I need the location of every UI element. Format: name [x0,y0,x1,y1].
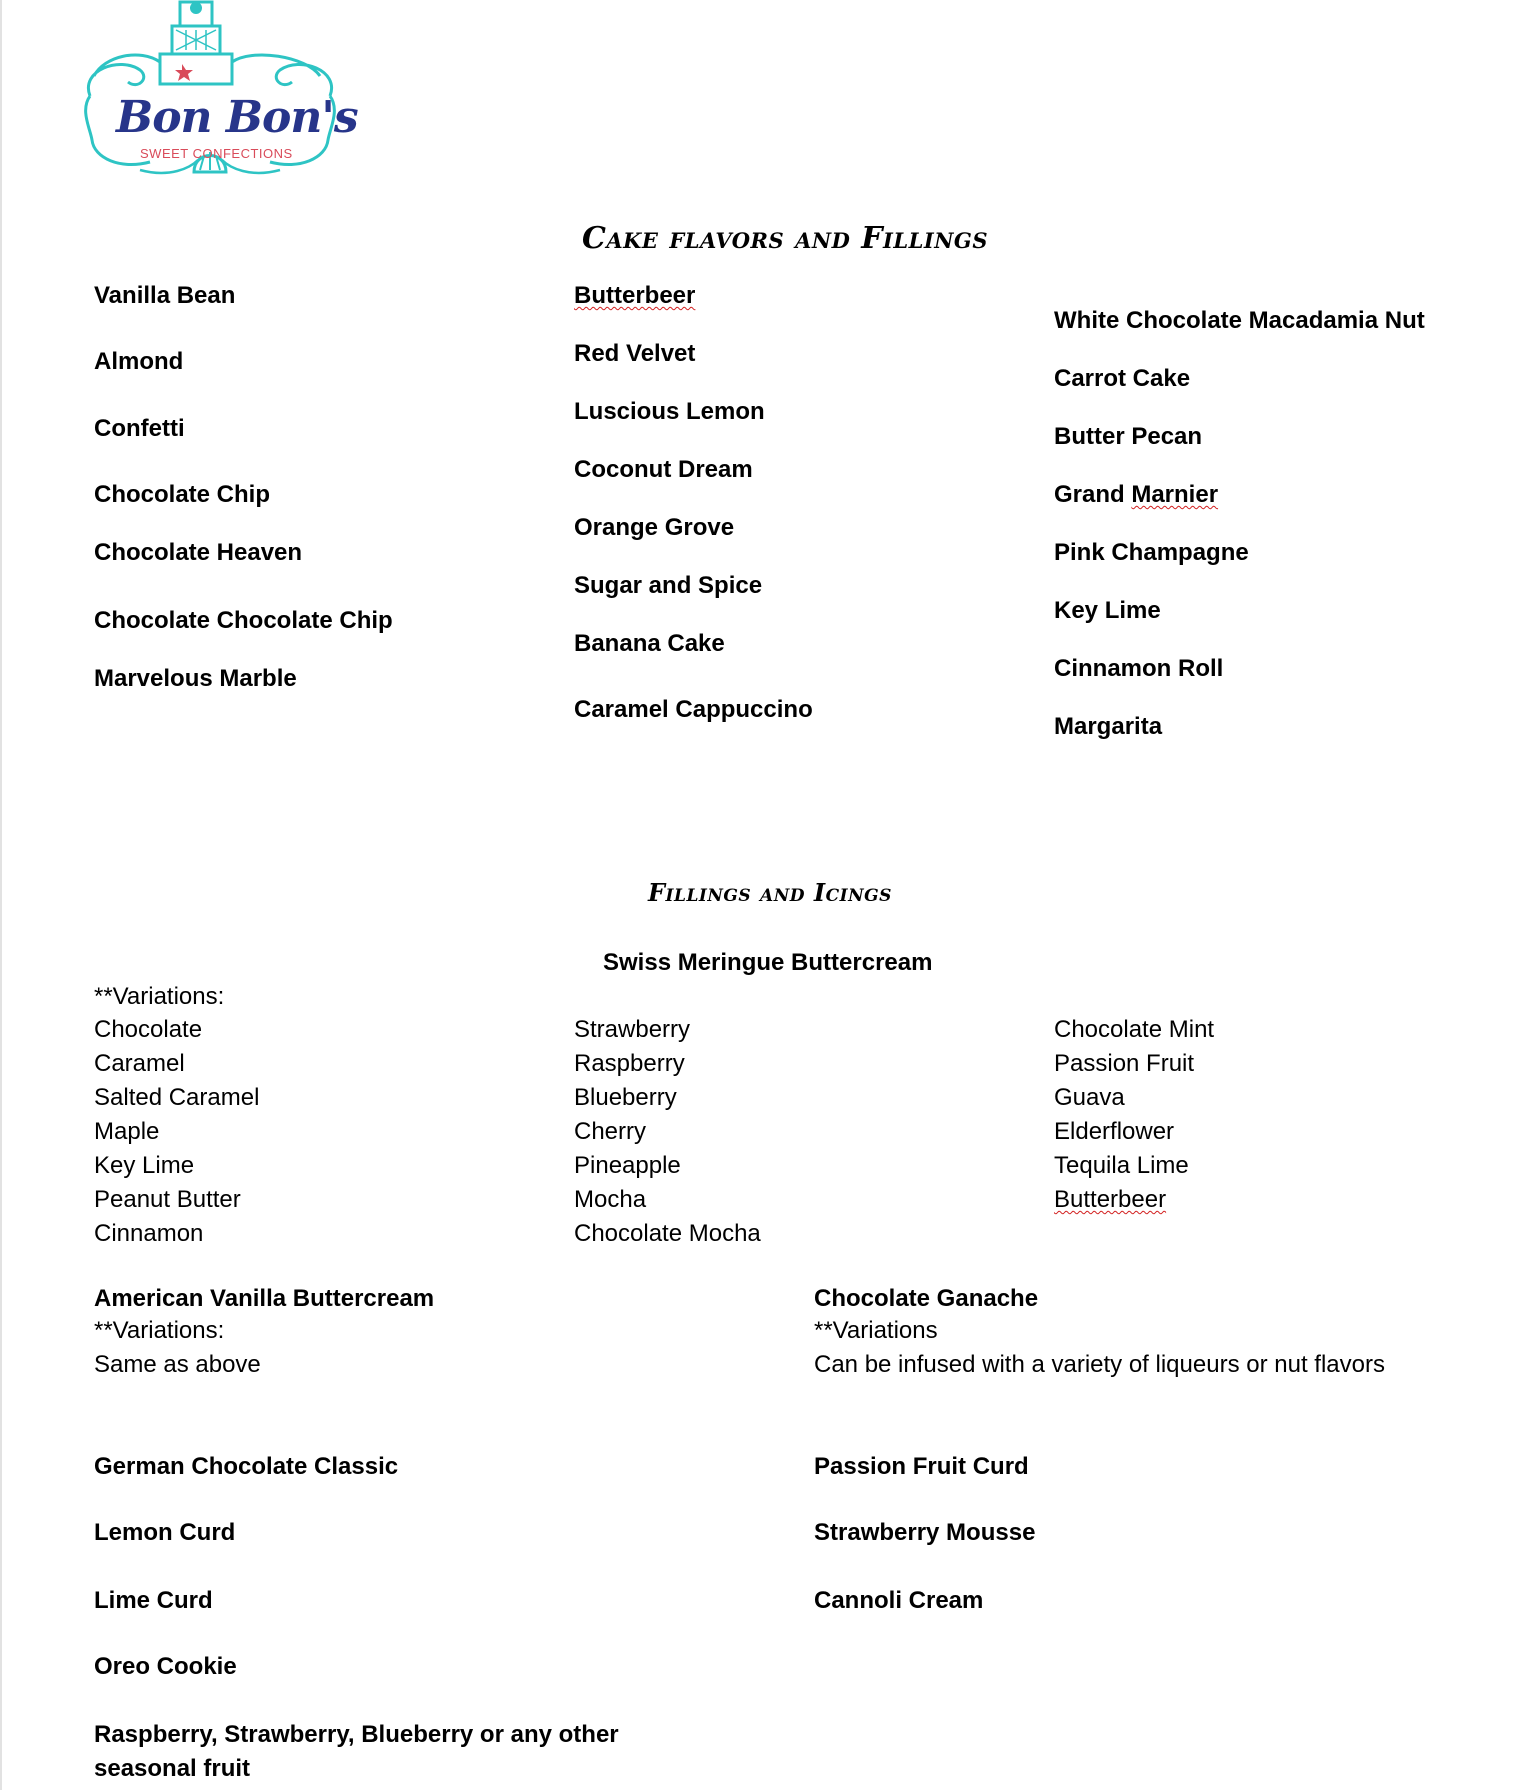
swiss-variations-col-1 [94,1013,259,1251]
variation-item: Chocolate Mocha [574,1220,761,1247]
variation-item [1054,1183,1214,1217]
cake-flavor: Banana Cake [574,630,725,657]
cake-flavor: Caramel Cappuccino [574,696,813,723]
variation-item: Strawberry [574,1016,691,1043]
cake-flavor: Key Lime [1054,597,1161,624]
cake-flavor: Chocolate Chocolate Chip [94,607,393,634]
filling-item: Strawberry Mousse [814,1519,1036,1546]
variation-item: Guava [1054,1084,1125,1111]
cake-flavor: Confetti [94,415,185,442]
filling-item: Oreo Cookie [94,1653,237,1680]
variation-item: Tequila Lime [1054,1152,1189,1179]
filling-item: German Chocolate Classic [94,1453,399,1480]
american-note: Same as above [94,1351,261,1378]
logo-brand-name: Bon Bon's [116,92,358,143]
variation-item: Cherry [574,1118,647,1145]
variation-item: Blueberry [574,1084,677,1111]
page-edge [0,0,2,1790]
filling-item: Passion Fruit Curd [814,1453,1029,1480]
cake-flavor: Marvelous Marble [94,665,297,692]
cake-flavor: Sugar and Spice [574,572,763,599]
filling-item: Lemon Curd [94,1519,236,1546]
ganache-note: Can be infused with a variety of liqueurs or nut flavors [814,1351,1385,1378]
cake-flavor: Orange Grove [574,514,735,541]
american-heading: American Vanilla Buttercream [94,1285,435,1312]
variation-item: Passion Fruit [1054,1050,1195,1077]
variation-item: Chocolate Mint [1054,1016,1215,1043]
variation-item: Maple [94,1118,160,1145]
variation-item: Elderflower [1054,1118,1175,1145]
variation-item: Key Lime [94,1152,195,1179]
variation-item: Peanut Butter [94,1186,241,1213]
cake-flavor: Butter Pecan [1054,423,1203,450]
american-variations-label: **Variations: [94,1317,225,1344]
bonbons-logo [80,0,358,200]
ganache-heading: Chocolate Ganache [814,1285,1039,1312]
cake-flavor: White Chocolate Macadamia Nut [1054,307,1425,334]
cake-flavor: Margarita [1054,713,1163,740]
swiss-variations-col-3 [1054,1013,1214,1217]
variation-item: Pineapple [574,1152,681,1179]
swiss-variations-label: **Variations: [94,983,225,1010]
logo-tagline: SWEET CONFECTIONS [140,146,293,161]
variation-item: Caramel [94,1050,185,1077]
swiss-variations-col-2 [574,1013,761,1251]
ganache-variations-label: **Variations [814,1317,938,1344]
variation-item: Mocha [574,1186,647,1213]
fruit-filling-line-1: Raspberry, Strawberry, Blueberry or any other [94,1721,619,1748]
swiss-heading: Swiss Meringue Buttercream [603,949,933,976]
cake-flavor: Butterbeer [574,282,696,309]
variation-item: Chocolate [94,1016,203,1043]
variation-item: Raspberry [574,1050,685,1077]
fruit-filling-line-2: seasonal fruit [94,1755,251,1782]
variation-item: Salted Caramel [94,1084,260,1111]
squiggle-word: Marnier [1131,481,1219,508]
cake-flavor: Almond [94,348,184,375]
cake-flavor: Carrot Cake [1054,365,1191,392]
cake-flavor: Coconut Dream [574,456,753,483]
cake-flavor: Cinnamon Roll [1054,655,1224,682]
cake-flavor: Vanilla Bean [94,282,236,309]
cake-flavor: Pink Champagne [1054,539,1249,566]
fillings-section-title: Fillings and Icings [648,878,892,907]
cake-section-title: Cake flavors and Fillings [582,221,989,256]
cake-flavor: Chocolate Heaven [94,539,303,566]
cake-flavor: Grand Marnier [1054,481,1219,508]
cake-flavor: Red Velvet [574,340,696,367]
squiggle-word: Butterbeer [1054,1186,1167,1213]
cake-flavor: Luscious Lemon [574,398,765,425]
filling-item: Cannoli Cream [814,1587,984,1614]
filling-item: Lime Curd [94,1587,213,1614]
cake-flavor: Chocolate Chip [94,481,271,508]
variation-item: Cinnamon [94,1220,204,1247]
